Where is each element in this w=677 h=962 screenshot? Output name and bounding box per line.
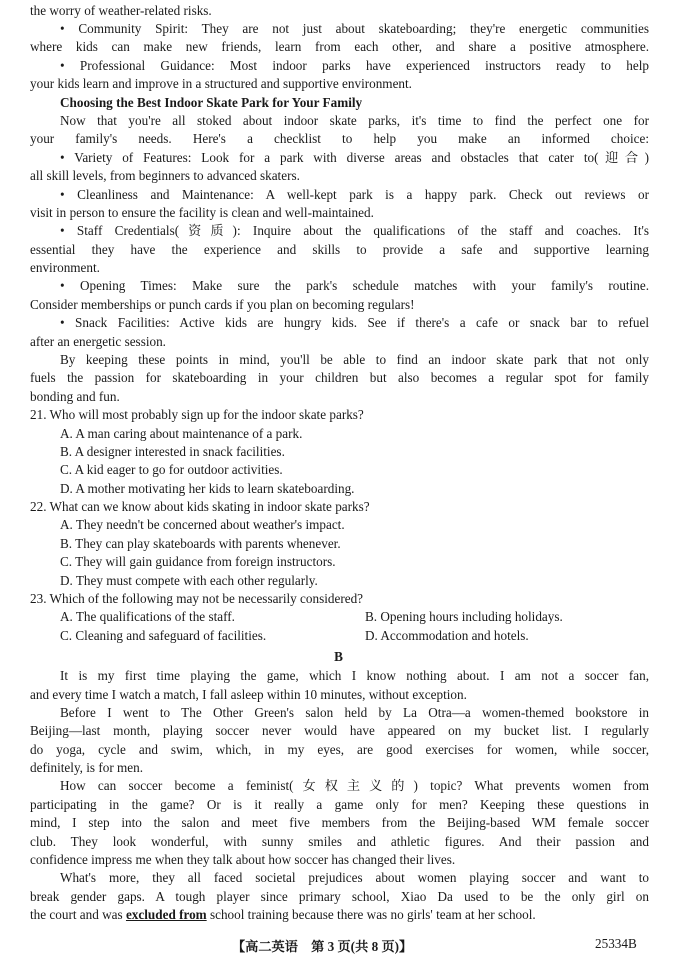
- text-line: How can soccer become a feminist(女权主义的) topic? What prevents women from: [60, 778, 649, 793]
- option-22c: C. They will gain guidance from foreign instructors.: [60, 554, 336, 569]
- option-22b: B. They can play skateboards with parents whenever.: [60, 536, 341, 551]
- bullet-community-spirit: • Community Spirit: They are not just about skateboarding; they're energetic communities: [60, 21, 649, 36]
- text-line: It is my first time playing the game, which I know nothing about. I am not a soccer fan,: [60, 668, 649, 683]
- option-23d: D. Accommodation and hotels.: [365, 628, 529, 643]
- text-line: definitely, is for men.: [30, 760, 144, 775]
- section-heading: Choosing the Best Indoor Skate Park for Your Family: [60, 95, 363, 110]
- text-line: the worry of weather-related risks.: [30, 3, 212, 18]
- bullet-opening-times: • Opening Times: Make sure the park's schedule matches with your family's routine.: [60, 278, 649, 293]
- bullet-snack: • Snack Facilities: Active kids are hungry kids. See if there's a cafe or snack bar to refuel: [60, 315, 649, 330]
- bullet-variety: • Variety of Features: Look for a park with diverse areas and obstacles that cater to(迎合): [60, 150, 649, 165]
- text-line: fuels the passion for skateboarding in your children but also becomes a regular spot for family: [30, 370, 649, 385]
- option-21b: B. A designer interested in snack facilities.: [60, 444, 285, 459]
- option-21a: A. A man caring about maintenance of a park.: [60, 426, 303, 441]
- option-23c: C. Cleaning and safeguard of facilities.: [60, 628, 267, 643]
- option-22d: D. They must compete with each other regularly.: [60, 573, 318, 588]
- text-line: where kids can make new friends, learn from each other, and share a positive atmosphere.: [30, 39, 649, 54]
- passage-b-heading: B: [334, 649, 343, 664]
- text-line-with-underline: [30, 906, 536, 924]
- text-line: participating in the game? Or is it really a game only for men? Keeping these questions in: [30, 797, 649, 812]
- text-line: bonding and fun.: [30, 389, 120, 404]
- option-23b: B. Opening hours including holidays.: [365, 609, 563, 624]
- page-footer: 【高二英语 第 3 页(共 8 页)】: [232, 939, 413, 954]
- text-line: What's more, they all faced societal prejudices about women playing soccer and want to: [60, 870, 649, 885]
- bullet-professional-guidance: • Professional Guidance: Most indoor parks have experienced instructors ready to help: [60, 58, 649, 73]
- question-23: 23. Which of the following may not be necessarily considered?: [30, 591, 364, 606]
- text-line: mind, I step into the salon and meet five members from the Beijing-based WM female soccer: [30, 815, 649, 830]
- text-line: visit in person to ensure the facility is clean and well-maintained.: [30, 205, 374, 220]
- option-21d: D. A mother motivating her kids to learn skateboarding.: [60, 481, 355, 496]
- text-line: break gender gaps. A tough player since primary school, Xiao Da used to be the only girl on: [30, 889, 649, 904]
- paper-code: 25334B: [595, 936, 637, 951]
- question-21: 21. Who will most probably sign up for the indoor skate parks?: [30, 407, 364, 422]
- option-21c: C. A kid eager to go for outdoor activities.: [60, 462, 283, 477]
- option-22a: A. They needn't be concerned about weather's impact.: [60, 517, 345, 532]
- text-line: Beijing—last month, playing soccer never would have appeared on my bucket list. I regularly: [30, 723, 649, 738]
- text-line: environment.: [30, 260, 100, 275]
- text-fragment: the court and was: [30, 907, 126, 922]
- text-line: Consider memberships or punch cards if you plan on becoming regulars!: [30, 297, 415, 312]
- text-line: all skill levels, from beginners to advanced skaters.: [30, 168, 300, 183]
- bullet-cleanliness: • Cleanliness and Maintenance: A well-kept park is a happy park. Check out reviews or: [60, 187, 649, 202]
- question-22: 22. What can we know about kids skating in indoor skate parks?: [30, 499, 370, 514]
- text-line: your family's needs. Here's a checklist to help you make an informed choice:: [30, 131, 649, 146]
- text-fragment: school training because there was no girls' team at her school.: [206, 907, 536, 922]
- text-line: Before I went to The Other Green's salon held by La Otra—a women-themed bookstore in: [60, 705, 649, 720]
- text-line: confidence impress me when they talk about how soccer has changed their lives.: [30, 852, 456, 867]
- text-line: By keeping these points in mind, you'll be able to find an indoor skate park that not only: [60, 352, 649, 367]
- text-line: do yoga, cycle and swim, which, in my eyes, are good exercises for women, while soccer,: [30, 742, 649, 757]
- text-line: and every time I watch a match, I fall asleep within 10 minutes, without exception.: [30, 687, 467, 702]
- text-line: your kids learn and improve in a structured and supportive environment.: [30, 76, 412, 91]
- text-line: after an energetic session.: [30, 334, 166, 349]
- text-line: Now that you're all stoked about indoor skate parks, it's time to find the perfect one for: [60, 113, 649, 128]
- option-23a: A. The qualifications of the staff.: [60, 609, 235, 624]
- underlined-phrase: excluded from: [125, 907, 207, 922]
- text-line: essential they have the experience and skills to provide a safe and supportive learning: [30, 242, 649, 257]
- text-line: club. They look wonderful, with sunny smiles and athletic figures. And their passion and: [30, 834, 649, 849]
- bullet-staff: • Staff Credentials(资质): Inquire about the qualifications of the staff and coaches. It's: [60, 223, 649, 238]
